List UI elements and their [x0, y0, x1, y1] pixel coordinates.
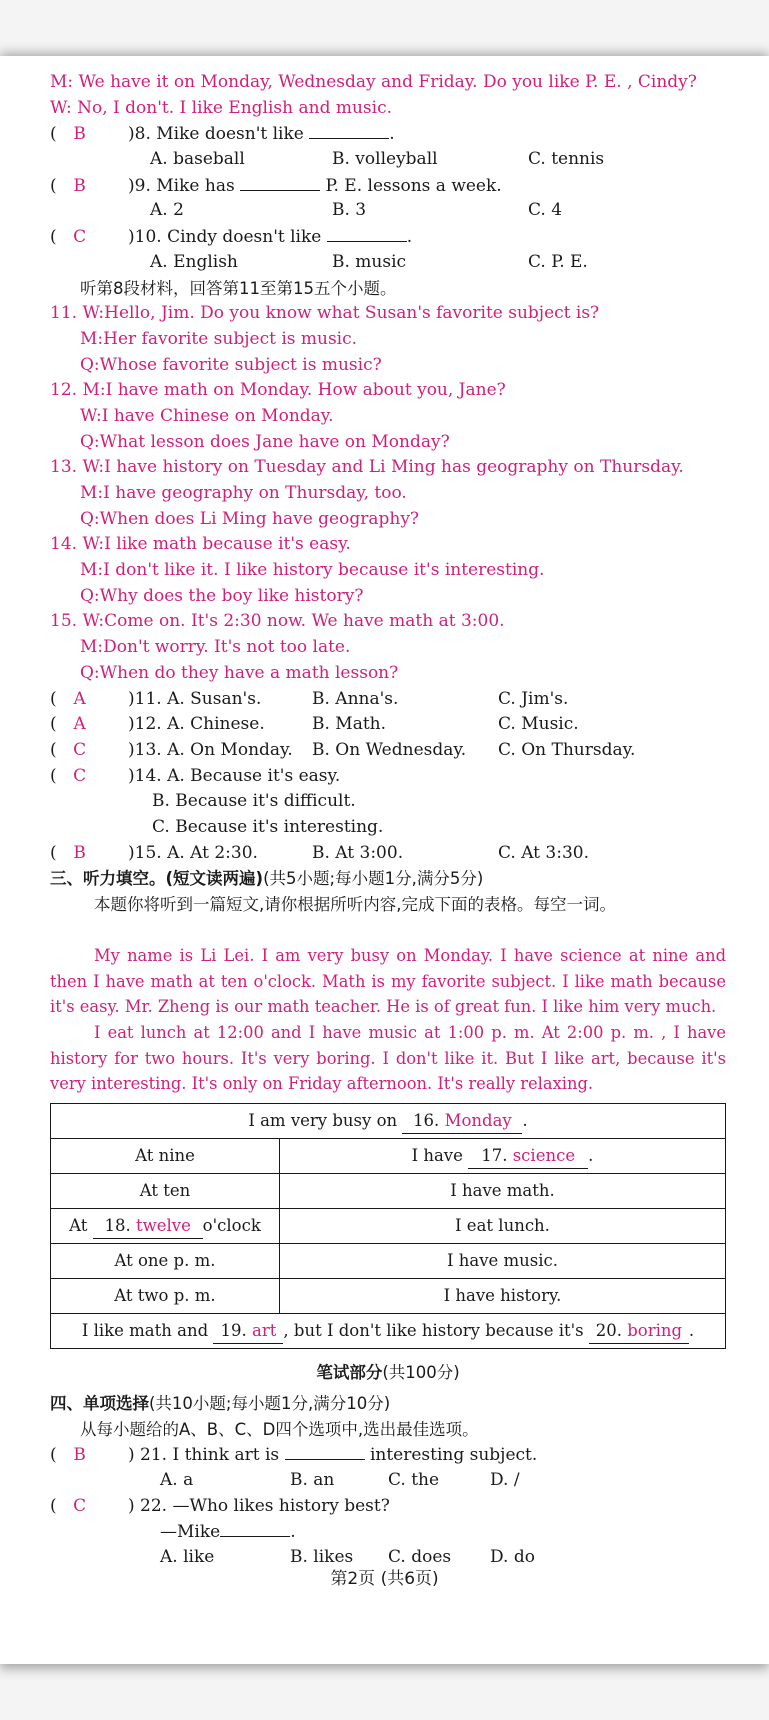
section-4-heading: 四、单项选择(共10小题;每小题1分,满分10分): [50, 1394, 391, 1413]
exam-page: [0, 56, 769, 1664]
answer-12: A: [73, 714, 86, 735]
answer-15: B: [73, 842, 86, 863]
answer-blank-17: 17. science: [468, 1143, 588, 1170]
table-row: I like math and 19. art , but I don't like history because it's 20. boring .: [51, 1314, 726, 1349]
answer-14: C: [73, 765, 87, 786]
option-a: A. a: [160, 1470, 194, 1491]
answer-22: C: [73, 1495, 87, 1516]
question-21-options: [50, 1468, 726, 1494]
table-cell: I have music.: [280, 1244, 726, 1279]
option-b: B. Anna's.: [312, 688, 399, 709]
option-b: B. 3: [332, 200, 367, 221]
script-line: 11. W:Hello, Jim. Do you know what Susan's favorite subject is?: [50, 303, 600, 324]
answer-blank-18: 18. twelve: [93, 1213, 203, 1240]
option-c: C. does: [388, 1547, 452, 1568]
script-question: Q:When does Li Ming have geography?: [80, 508, 420, 529]
option-b: B. volleyball: [332, 149, 438, 170]
answer-blank-20: 20. boring: [589, 1318, 689, 1345]
section-3-instructions: 本题你将听到一篇短文,请你根据所听内容,完成下面的表格。每空一词。: [94, 895, 616, 914]
option-c: C. Music.: [498, 714, 579, 735]
question-14: ( C )14. A. Because it's easy.: [50, 764, 726, 790]
script-line: 15. W:Come on. It's 2:30 now. We have math at 3:00.: [50, 611, 505, 632]
written-part-heading: 笔试部分(共100分): [316, 1363, 460, 1382]
option-c: C. tennis: [528, 149, 605, 170]
script-line: M:I don't like it. I like history because it's interesting.: [80, 560, 545, 581]
question-8: ( B )8. Mike doesn't like .: [50, 121, 726, 147]
option-c: C. P. E.: [528, 251, 588, 272]
passage-paragraph-2: I eat lunch at 12:00 and I have music at 1:00 p. m. At 2:00 p. m. , I have history for two hours. It's very boring. I don't like it. But I like art, because it's very interesting. It's only on Friday afternoon. It's really relaxing.: [50, 1023, 726, 1094]
option-b: B. likes: [290, 1547, 354, 1568]
table-row: I am very busy on 16. Monday .: [51, 1104, 726, 1139]
question-12: ( A )12. A. Chinese. B. Math. C. Music.: [50, 712, 726, 738]
answer-11: A: [73, 688, 86, 709]
answer-blank: [309, 121, 389, 139]
question-10-options: [50, 250, 726, 276]
table-cell: At one p. m.: [51, 1244, 280, 1279]
answer-10: C: [73, 227, 87, 248]
section-3-heading: 三、听力填空。(短文读两遍)(共5小题;每小题1分,满分5分): [50, 869, 484, 889]
option-b: B. music: [332, 251, 407, 272]
section-4-instructions: 从每小题给的A、B、C、D四个选项中,选出最佳选项。: [80, 1419, 479, 1439]
question-14-option-b: B. Because it's difficult.: [152, 791, 356, 812]
script-question: Q:Whose favorite subject is music?: [80, 354, 382, 375]
answer-8: B: [73, 124, 86, 145]
dialog-line: W: No, I don't. I like English and music.: [50, 97, 393, 118]
script-line: M:Her favorite subject is music.: [80, 328, 358, 349]
question-9-options: [50, 198, 726, 224]
option-c: C. Jim's.: [498, 688, 569, 709]
option-c: C. On Thursday.: [498, 739, 636, 760]
answer-blank: [327, 224, 407, 242]
script-question: Q:Why does the boy like history?: [80, 585, 364, 606]
option-b: B. At 3:00.: [312, 842, 404, 863]
table-cell: At two p. m.: [51, 1279, 280, 1314]
part-intro: 听第8段材料，回答第11至第15五个小题。: [80, 278, 397, 298]
question-9: ( B )9. Mike has P. E. lessons a week.: [50, 173, 726, 199]
table-cell: At nine: [51, 1139, 280, 1174]
fill-in-table: [50, 1103, 726, 1349]
question-22: ( C ) 22. —Who likes history best?: [50, 1494, 726, 1520]
page-footer: 第2页 (共6页): [330, 1569, 439, 1589]
script-line: 13. W:I have history on Tuesday and Li Ming has geography on Thursday.: [50, 457, 684, 478]
answer-blank: [220, 1519, 290, 1537]
script-line: M:I have geography on Thursday, too.: [80, 483, 407, 503]
dialog-line: M: We have it on Monday, Wednesday and Friday. Do you like P. E. , Cindy?: [50, 72, 697, 92]
answer-blank: [285, 1442, 365, 1460]
table-cell: At 18. twelve o'clock: [51, 1209, 280, 1244]
option-a: A. 2: [150, 200, 184, 221]
answer-blank: [240, 173, 320, 191]
question-22-line-2: —Mike .: [50, 1519, 726, 1545]
option-c: C. the: [388, 1470, 440, 1491]
option-a: A. like: [160, 1547, 215, 1568]
answer-21: B: [73, 1445, 86, 1466]
option-a: A. English: [150, 251, 238, 272]
option-c: C. At 3:30.: [498, 842, 590, 863]
script-line: W:I have Chinese on Monday.: [80, 405, 334, 426]
question-21: ( B ) 21. I think art is interesting subject.: [50, 1442, 726, 1468]
option-d: D. do: [490, 1547, 535, 1568]
table-cell: I eat lunch.: [280, 1209, 726, 1244]
answer-13: C: [73, 739, 87, 760]
passage-paragraph-1: My name is Li Lei. I am very busy on Monday. I have science at nine and then I have math at ten o'clock. Math is my favorite subject. I like math because it's easy. Mr. Zheng is our math teacher. He is of great fun. I like him very much.: [50, 946, 726, 1017]
script-line: M:Don't worry. It's not too late.: [80, 637, 351, 658]
table-cell: I have 17. science .: [280, 1139, 726, 1174]
option-b: B. On Wednesday.: [312, 739, 467, 760]
script-line: 14. W:I like math because it's easy.: [50, 534, 351, 555]
table-cell: I have math.: [280, 1174, 726, 1209]
script-question: Q:What lesson does Jane have on Monday?: [80, 431, 450, 452]
option-c: C. 4: [528, 200, 563, 221]
question-14-option-c: C. Because it's interesting.: [152, 816, 384, 837]
answer-9: B: [73, 175, 86, 196]
table-cell: I have history.: [280, 1279, 726, 1314]
question-10: ( C )10. Cindy doesn't like .: [50, 224, 726, 250]
script-question: Q:When do they have a math lesson?: [80, 662, 399, 683]
table-cell: At ten: [51, 1174, 280, 1209]
script-line: 12. M:I have math on Monday. How about you, Jane?: [50, 380, 506, 401]
question-15: ( B )15. A. At 2:30. B. At 3:00. C. At 3:30.: [50, 841, 726, 867]
question-8-options: [50, 147, 726, 173]
question-13: ( C )13. A. On Monday. B. On Wednesday. C. On Thursday.: [50, 738, 726, 764]
answer-blank-19: 19. art: [213, 1318, 283, 1345]
answer-blank-16: 16. Monday: [402, 1108, 522, 1135]
option-a: A. baseball: [150, 149, 245, 170]
option-b: B. Math.: [312, 714, 387, 735]
option-b: B. an: [290, 1470, 335, 1491]
option-d: D. /: [490, 1470, 520, 1491]
question-11: ( A )11. A. Susan's. B. Anna's. C. Jim's.: [50, 687, 726, 713]
page-content: [50, 70, 726, 1571]
